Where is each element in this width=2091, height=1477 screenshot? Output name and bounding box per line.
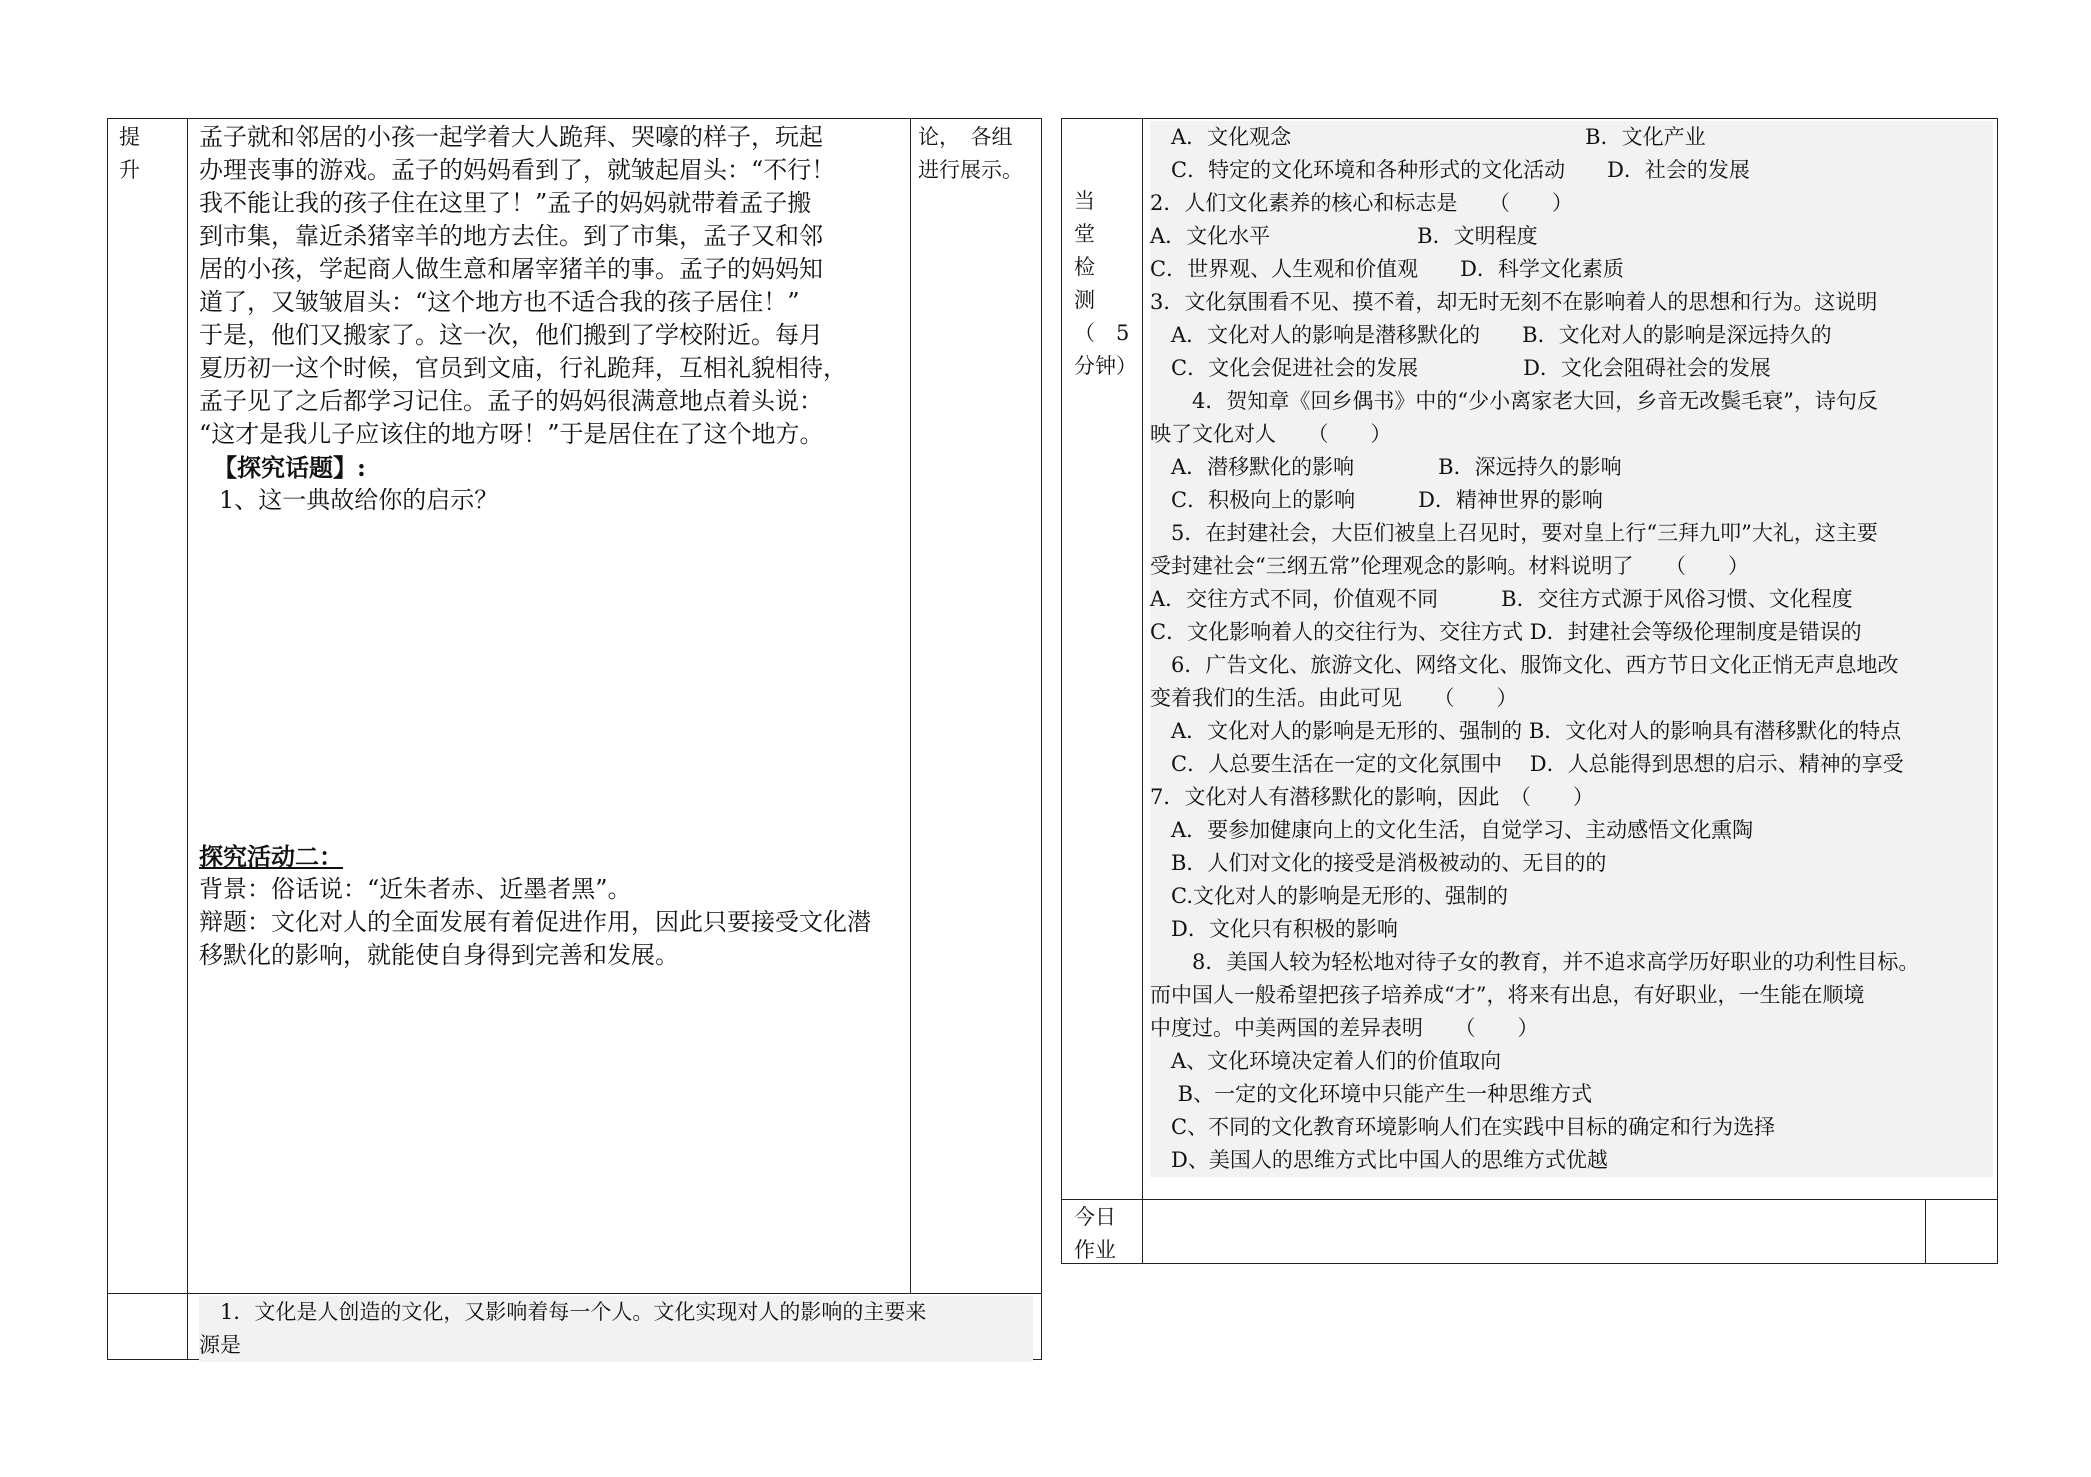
homework-col-divider bbox=[1925, 1199, 1926, 1264]
quiz-line: 3．文化氛围看不见、摸不着，却无时无刻不在影响着人的思想和行为。这说明 bbox=[1150, 290, 1878, 314]
right-side-label bbox=[1074, 185, 1137, 383]
side-label-char: 堂 bbox=[1074, 222, 1095, 246]
quiz-line: 中度过。中美两国的差异表明 （ ） bbox=[1150, 1016, 1539, 1040]
bottom-question-line: 源是 bbox=[199, 1333, 241, 1357]
quiz-line: A．文化对人的影响是无形的、强制的 B．文化对人的影响具有潜移默化的特点 bbox=[1150, 719, 1902, 743]
right-row-divider bbox=[1061, 1199, 1998, 1200]
quiz-line: 6．广告文化、旅游文化、网络文化、服饰文化、西方节日文化正悄无声息地改 bbox=[1150, 653, 1899, 677]
quiz-line: 5．在封建社会，大臣们被皇上召见时，要对皇上行“三拜九叩”大礼，这主要 bbox=[1150, 521, 1878, 545]
homework-label-line: 作业 bbox=[1074, 1238, 1116, 1262]
topic-heading: 【探究话题】: bbox=[213, 453, 366, 482]
side-label-char: 升 bbox=[119, 158, 140, 182]
side-label-char: 分钟） bbox=[1074, 354, 1137, 378]
quiz-line: C．积极向上的影响 D．精神世界的影响 bbox=[1150, 488, 1603, 512]
quiz-line: C、不同的文化教育环境影响人们在实践中目标的确定和行为选择 bbox=[1150, 1115, 1776, 1139]
side-label-char: 检 bbox=[1074, 255, 1095, 279]
story-line: 孟子就和邻居的小孩一起学着大人跪拜、哭嚎的样子，玩起 bbox=[199, 123, 823, 151]
quiz-line: 而中国人一般希望把孩子培养成“才”，将来有出息，有好职业，一生能在顺境 bbox=[1150, 983, 1865, 1007]
bottom-question bbox=[199, 1296, 1033, 1362]
quiz-line: A、文化环境决定着人们的价值取向 bbox=[1150, 1049, 1502, 1073]
activity-two-debate: 辩题：文化对人的全面发展有着促进作用，因此只要接受文化潜 bbox=[199, 908, 871, 936]
story-line: 孟子见了之后都学习记住。孟子的妈妈很满意地点着头说： bbox=[199, 387, 823, 415]
right-col-divider bbox=[1142, 118, 1143, 1264]
side-label-char: 当 bbox=[1074, 189, 1095, 213]
left-side-label bbox=[119, 121, 140, 187]
story-line: 居的小孩，学起商人做生意和屠宰猪羊的事。孟子的妈妈知 bbox=[199, 255, 823, 283]
quiz-line: 变着我们的生活。由此可见 （ ） bbox=[1150, 686, 1518, 710]
story-line: “这才是我儿子应该住的地方呀！”于是居住在了这个地方。 bbox=[199, 420, 824, 448]
right-note-line: 论， 各组 bbox=[918, 125, 1013, 149]
topic-question: 1、这一典故给你的启示？ bbox=[219, 486, 499, 514]
quiz-line: A．文化水平 B．文明程度 bbox=[1150, 224, 1538, 248]
homework-label-line: 今日 bbox=[1074, 1205, 1116, 1229]
bottom-question-line: 1．文化是人创造的文化，又影响着每一个人。文化实现对人的影响的主要来 bbox=[199, 1300, 927, 1324]
story-text bbox=[199, 121, 899, 517]
quiz-line: B、一定的文化环境中只能产生一种思维方式 bbox=[1150, 1082, 1593, 1106]
quiz-line: C．文化影响着人的交往行为、交往方式 D．封建社会等级伦理制度是错误的 bbox=[1150, 620, 1862, 644]
side-label-char: 提 bbox=[119, 125, 140, 149]
quiz-line: C．人总要生活在一定的文化氛围中 D．人总能得到思想的启示、精神的享受 bbox=[1150, 752, 1904, 776]
story-line: 道了，又皱皱眉头：“这个地方也不适合我的孩子居住！” bbox=[199, 288, 800, 316]
quiz-questions bbox=[1150, 121, 1993, 1177]
homework-label bbox=[1074, 1201, 1116, 1267]
quiz-line: 映了文化对人 （ ） bbox=[1150, 422, 1392, 446]
activity-two bbox=[199, 840, 871, 972]
story-line: 我不能让我的孩子住在这里了！”孟子的妈妈就带着孟子搬 bbox=[199, 189, 812, 217]
activity-two-background: 背景：俗话说：“近朱者赤、近墨者黑”。 bbox=[199, 875, 632, 903]
quiz-line: B．人们对文化的接受是消极被动的、无目的的 bbox=[1150, 851, 1607, 875]
quiz-line: 2．人们文化素养的核心和标志是 （ ） bbox=[1150, 191, 1573, 215]
quiz-line: 7．文化对人有潜移默化的影响，因此 （ ） bbox=[1150, 785, 1594, 809]
quiz-line: D．文化只有积极的影响 bbox=[1150, 917, 1398, 941]
story-line: 夏历初一这个时候，官员到文庙，行礼跪拜，互相礼貌相待， bbox=[199, 354, 847, 382]
left-row-divider bbox=[107, 1293, 1042, 1294]
activity-two-title: 探究活动二： bbox=[199, 842, 343, 871]
quiz-line: C.文化对人的影响是无形的、强制的 bbox=[1150, 884, 1508, 908]
activity-two-debate: 移默化的影响，就能使自身得到完善和发展。 bbox=[199, 941, 679, 969]
quiz-line: A．交往方式不同，价值观不同 B．交往方式源于风俗习惯、文化程度 bbox=[1150, 587, 1853, 611]
quiz-line: C．世界观、人生观和价值观 D．科学文化素质 bbox=[1150, 257, 1624, 281]
story-line: 于是，他们又搬家了。这一次，他们搬到了学校附近。每月 bbox=[199, 321, 823, 349]
quiz-line: A．要参加健康向上的文化生活，自觉学习、主动感悟文化熏陶 bbox=[1150, 818, 1754, 842]
left-col-divider-1 bbox=[187, 118, 188, 1360]
quiz-line: A．文化对人的影响是潜移默化的 B．文化对人的影响是深远持久的 bbox=[1150, 323, 1832, 347]
side-label-char: （ 5 bbox=[1074, 321, 1130, 345]
quiz-line: A．文化观念 B．文化产业 bbox=[1150, 125, 1706, 149]
story-line: 办理丧事的游戏。孟子的妈妈看到了，就皱起眉头：“不行！ bbox=[199, 156, 836, 184]
left-col-divider-2 bbox=[910, 118, 911, 1293]
quiz-line: D、美国人的思维方式比中国人的思维方式优越 bbox=[1150, 1148, 1608, 1172]
quiz-line: 4．贺知章《回乡偶书》中的“少小离家老大回，乡音无改鬓毛衰”，诗句反 bbox=[1150, 389, 1878, 413]
quiz-line: 受封建社会“三纲五常”伦理观念的影响。材料说明了 （ ） bbox=[1150, 554, 1749, 578]
right-note bbox=[918, 121, 1023, 187]
quiz-line: C．特定的文化环境和各种形式的文化活动 D．社会的发展 bbox=[1150, 158, 1750, 182]
quiz-line: A．潜移默化的影响 B．深远持久的影响 bbox=[1150, 455, 1622, 479]
quiz-line: C．文化会促进社会的发展 D．文化会阻碍社会的发展 bbox=[1150, 356, 1771, 380]
right-note-line: 进行展示。 bbox=[918, 158, 1023, 182]
quiz-line: 8．美国人较为轻松地对待子女的教育，并不追求高学历好职业的功利性目标。 bbox=[1150, 950, 1920, 974]
homework-answer-cell[interactable] bbox=[1144, 1201, 1923, 1262]
side-label-char: 测 bbox=[1074, 288, 1095, 312]
story-line: 到市集，靠近杀猪宰羊的地方去住。到了市集，孟子又和邻 bbox=[199, 222, 823, 250]
